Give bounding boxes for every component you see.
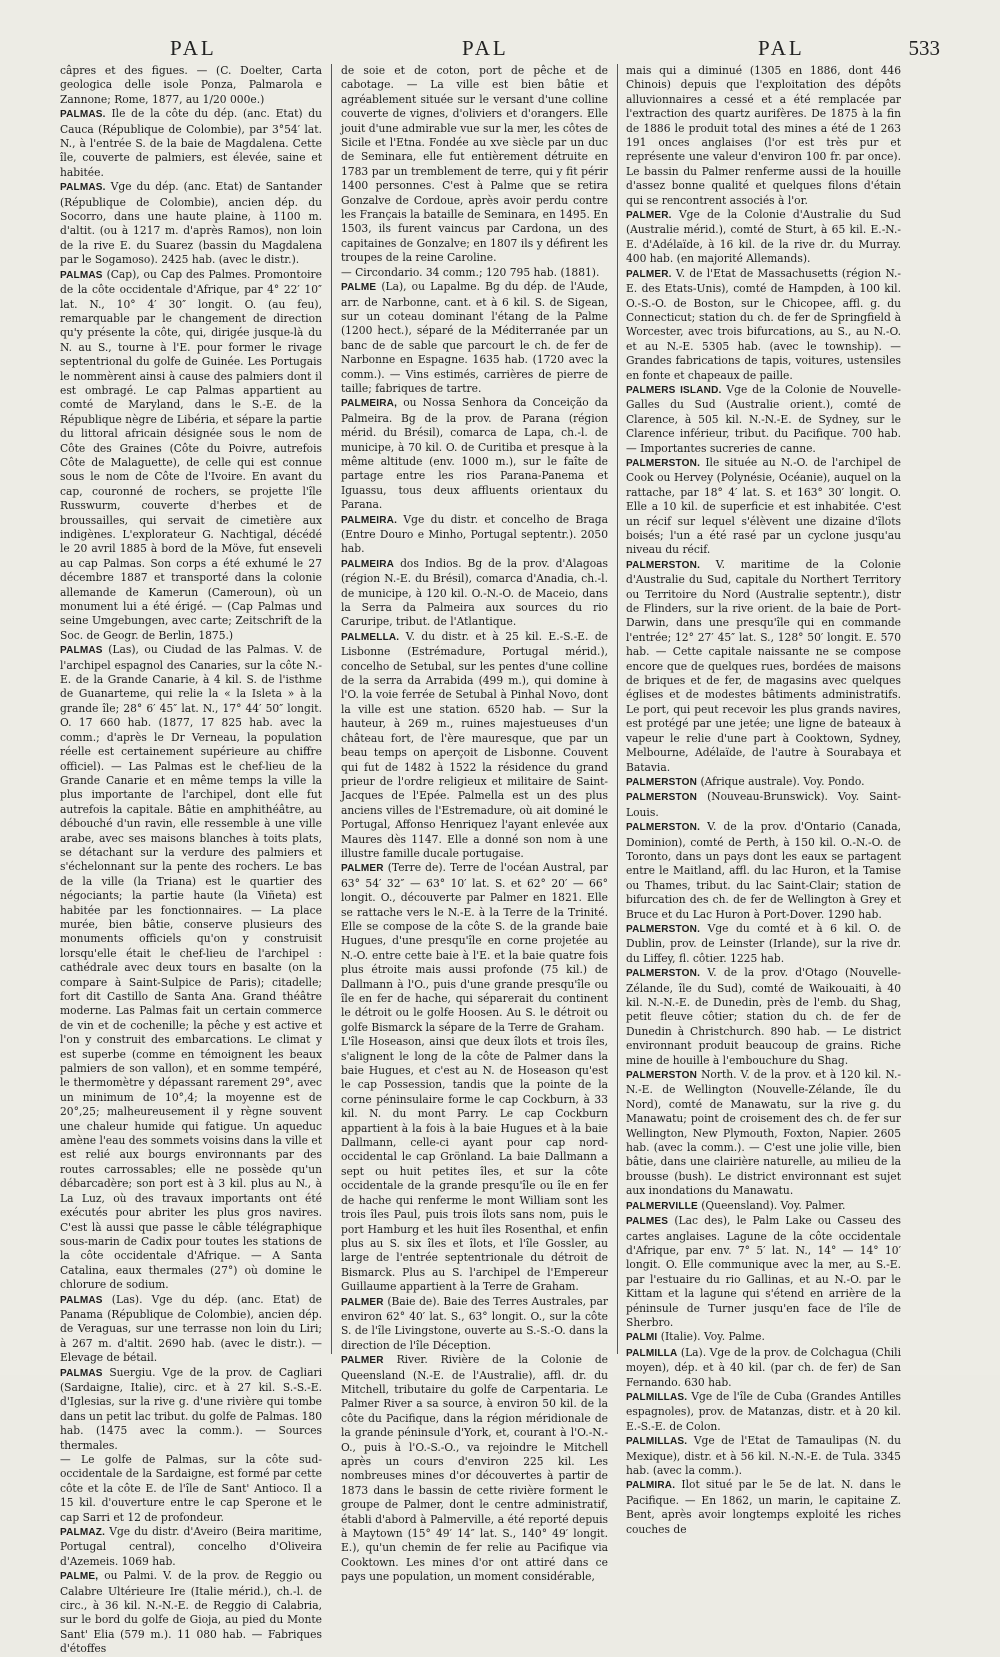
dictionary-entry <box>626 383 901 456</box>
entry-text: (Nouveau-Brunswick). Voy. Saint-Louis. <box>626 790 901 819</box>
dictionary-entry <box>626 1199 901 1214</box>
text-column-2 <box>341 64 608 1584</box>
entry-text: (Queensland). Voy. Palmer. <box>701 1198 846 1212</box>
entry-headword: PALMERSTON. <box>626 559 701 571</box>
column-divider <box>331 64 332 1354</box>
entry-text: V. de l'Etat de Massachusetts (région N.-E. des Etats-Unis), comté de Hampden, à 100 kil. O.-S.-O. de Boston, sur le Chicopee, affl. g. du Connecticut; station du ch. de fer de Springfield à Worcester, avec trois bifurcations, au S., au N.-O. et au N.-E. 5305 hab. (avec le township). — Grandes fabrications de tapis, voitures, ustensiles en fonte et chapeaux de paille. <box>626 266 901 382</box>
entry-text: North. V. de la prov. et à 120 kil. N.-N.-E. de Wellington (Nouvelle-Zélande, île du Nord), comté de Manawatu, sur la rive g. du Manawatu; point de croisement des ch. de fer sur Wellington, New Plymouth, Foxton, Napier. 2605 hab. (avec la comm.). — C'est une jolie ville, bien bâtie, dans une clairière naturelle, au milieu de la brousse (bush). Le district environnant est sujet aux inondations du Manawatu. <box>626 1068 901 1198</box>
entry-headword: PALMER <box>341 1296 384 1308</box>
entry-headword: PALME, <box>60 1571 99 1583</box>
entry-headword: PALME <box>341 282 377 294</box>
entry-headword: PALMERSTON. <box>626 968 701 980</box>
entry-text: (La), ou Lapalme. Bg du dép. de l'Aude, arr. de Narbonne, cant. et à 6 kil. S. de Sigean, sur un coteau dominant l'étang de la Palme (1200 hect.), séparé de la Méditerranée par un banc de de sable que parcourt le ch. de fer de Narbonne en Espagne. 1635 hab. (1720 avec la comm.). — Vins estimés, carrières de pierre de taille; fabriques de tartre. <box>341 280 608 395</box>
entry-text: ou Palmi. V. de la prov. de Reggio ou Calabre Ultérieure Ire (Italie mérid.), ch.-l. de circ., à 36 kil. N.-N.-E. de Reggio di Calabria, sur le bord du golfe de Gioja, au pied du Monte Sant' Elia (579 m.). 11 080 hab. — Fabriques d'étoffes <box>60 1569 322 1656</box>
dictionary-entry <box>60 180 322 267</box>
dictionary-entry <box>626 208 901 267</box>
entry-text: — Le golfe de Palmas, sur la côte sud-occidentale de la Sardaigne, est formé par cette côte et la côte E. de l'île de Sant' Antioco. Il a 15 kil. d'ouverture entre le cap Sperone et le cap Sarri et 12 de profondeur. <box>60 1453 322 1524</box>
entry-text: (Las). Vge du dép. (anc. Etat) de Panama (République de Colombie), ancien dép. de Veraguas, sur une terrasse non loin du Liri; à 267 m. d'altit. 2690 hab. (avec le distr.). — Elevage de bétail. <box>60 1292 322 1365</box>
entry-headword: PALMER <box>341 1355 384 1367</box>
entry-headword: PALMAS <box>60 645 103 657</box>
dictionary-entry <box>341 280 608 396</box>
dictionary-entry <box>60 64 322 107</box>
dictionary-entry <box>60 1525 322 1569</box>
entry-headword: PALMER. <box>626 268 672 280</box>
entry-text: L'île Hoseason, ainsi que deux îlots et trois îles, s'alignent le long de la côte de Palmer dans la baie Hugues, et c'est au N. de Hoseason qu'est le cap Possession, tandis que la pointe de la corne péninsulaire forme le cap Cockburn, à 33 kil. N. du mont Parry. Le cap Cockburn appartient à la fois à la baie Hugues et à la baie Dallmann, celle-ci ayant pour cap nord-occidental le cap Grönland. La baie Dallmann a sept ou huit petites îles, et sur la côte occidentale de la grande presqu'île ou île en fer de hache qui renferme le mont William sont les trois îles Paul, puis trois îlots sans nom, puis le port Hamburg et les huit îles Rosenthal, et enfin plus au S. six îles et îlots, et l'île Gossler, au large de l'entrée septentrionale du détroit de Bismarck. Plus au S. l'archipel de l'Empereur Guillaume appartient à la Terre de Graham. <box>341 1035 608 1294</box>
dictionary-entry <box>341 1035 608 1294</box>
running-header-right: PAL <box>758 36 805 60</box>
entry-headword: PALMERSTON. <box>626 457 701 469</box>
entry-text: V. de la prov. d'Ontario (Canada, Dominion), comté de Perth, à 150 kil. O.-N.-O. de Toronto, dans un pays dont les eaux se partagent entre le Maitland, affl. du lac Huron, et la Tamise ou Thames, tribut. du lac Saint-Clair; station de bifurcation des ch. de fer de Wellington à Grey et Bruce et du Lac Huron à Port-Dover. 1290 hab. <box>626 820 901 921</box>
dictionary-entry <box>341 1295 608 1354</box>
entry-text: Ile de la côte du dép. (anc. Etat) du Cauca (République de Colombie), par 3°54′ lat. N., à l'entrée S. de la baie de Magdalena. Cette île, couverte de palmiers, est élevée, saine et habitée. <box>60 107 323 179</box>
entry-text: V. du distr. et à 25 kil. E.-S.-E. de Lisbonne (Estrémadure, Portugal mérid.), concelho de Setubal, sur les pentes d'une colline de la serra da Arrabida (499 m.), qui domine à l'O. la voie ferrée de Setubal à Pinhal Novo, dont la ville est une station. 6520 hab. — Sur la hauteur, à 269 m., ruines majestueuses d'un château fort, de l'ère mauresque, que par un beau temps on aperçoit de Lisbonne. Couvent qui fut de 1482 à 1522 la résidence du grand prieur de l'ordre religieux et militaire de Saint-Jacques de l'Epée. Palmella est un des plus anciens villes de l'Estremadure, où ait dominé le Portugal, Affonso Henriquez l'ayant enlevée aux Maures dès 1147. Elle a donné son nom à une illustre famille ducale portugaise. <box>341 629 608 860</box>
entry-headword: PALMERVILLE <box>626 1200 698 1212</box>
dictionary-entry <box>626 790 901 820</box>
entry-text: Vge de l'Etat de Tamaulipas (N. du Mexique), distr. et à 56 kil. N.-N.-E. de Tula. 3345 hab. (avec la comm.). <box>626 1434 901 1477</box>
entry-headword: PALMERSTON <box>626 776 698 788</box>
entry-text: (Afrique australe). Voy. Pondo. <box>700 774 865 788</box>
entry-headword: PALMER. <box>626 210 672 222</box>
entry-headword: PALMAS <box>60 1294 103 1306</box>
dictionary-entry <box>626 456 901 558</box>
dictionary-entry <box>626 775 901 790</box>
entry-headword: PALMILLAS. <box>626 1391 688 1403</box>
entry-text: Suergiu. Vge de la prov. de Cagliari (Sardaigne, Italie), circ. et à 27 kil. S.-S.-E. d'Iglesias, sur la rive g. d'une rivière qui tombe dans un petit lac tribut. du golfe de Palmas. 180 hab. (1475 avec la comm.). — Sources thermales. <box>60 1365 322 1452</box>
entry-text: (Lac des), le Palm Lake ou Casseu des cartes anglaises. Lagune de la côte occidentale d'Afrique, par env. 7° 5′ lat. N., 14° — 14° 10′ longit. O. Elle communique avec la mer, au S.-E. par l'estuaire du rio Gallinas, et au N.-O. par le Kittam et la lagune qui s'étend en arrière de la péninsule de Turner jusqu'en face de l'île de Sherbro. <box>626 1214 901 1329</box>
dictionary-entry <box>341 396 608 512</box>
dictionary-entry <box>626 558 901 775</box>
dictionary-entry <box>60 1366 322 1453</box>
entry-headword: PALMAS <box>60 1367 103 1379</box>
entry-headword: PALMILLA <box>626 1347 678 1359</box>
text-column-3 <box>626 64 901 1536</box>
dictionary-entry <box>626 820 901 922</box>
entry-headword: PALMEIRA. <box>341 514 398 526</box>
entry-text: (La). Vge de la prov. de Colchagua (Chili moyen), dép. et à 40 kil. (par ch. de fer) de San Fernando. 630 hab. <box>626 1345 901 1389</box>
entry-text: Vge du dép. (anc. Etat) de Santander (République de Colombie), ancien dép. du Socorro, dans une haute plaine, à 1100 m. d'altit. (ou à 1217 m. d'après Ramos), non loin de la rive E. du Suarez (bassin du Magdalena par le Sogamoso). 2425 hab. (avec le distr.). <box>60 180 322 267</box>
entry-headword: PALMAS. <box>60 109 106 121</box>
entry-headword: PALMAZ. <box>60 1527 106 1539</box>
entry-headword: PALMERS ISLAND. <box>626 384 722 396</box>
dictionary-entry <box>60 1293 322 1366</box>
entry-text: câpres et des figues. — (C. Doelter, Carta geologica delle isole Ponza, Palmarola e Zannone; Rome, 1877, au 1/20 000e.) <box>60 64 322 106</box>
entry-headword: PALMAS. <box>60 182 106 194</box>
column-divider <box>617 64 618 1354</box>
dictionary-entry <box>341 266 608 280</box>
page-number: 533 <box>908 36 940 60</box>
entry-headword: PALMERSTON. <box>626 822 701 834</box>
entry-text: V. maritime de la Colonie d'Australie du Sud, capitale du Northert Territory ou Territoire du Nord (Australie septentr.), distr de Flinders, sur la rive orient. de la baie de Port-Darwin, dans une presqu'île qui en commande l'entrée; 12° 27′ 45″ lat. S., 128° 50′ longit. E. 570 hab. — Cette capitale naissante ne se compose encore que de quelques rues, bordées de maisons de briques et de fer, de magasins avec quelques églises et de modestes bâtiments administratifs. Le port, qui peut recevoir les plus grands navires, est protégé par une jetée; une ligne de bateaux à vapeur le relie d'une part à Cooktown, Sydney, Melbourne, Adélaïde, de l'autre à Sourabaya et Batavia. <box>626 557 901 774</box>
dictionary-entry <box>626 1214 901 1330</box>
entry-text: Vge de la Colonie d'Australie du Sud (Australie mérid.), comté de Sturt, à 65 kil. E.-N.-E. d'Adélaïde, à 16 kil. de la rive dr. du Murray. 400 hab. (en majorité Allemands). <box>626 208 901 266</box>
entry-text: (Las), ou Ciudad de las Palmas. V. de l'archipel espagnol des Canaries, sur la côte N.-E. de la Grande Canarie, à 4 kil. S. de l'isthme de Guanarteme, qui relie la « la Isleta » à la grande île; 28° 6′ 45″ lat. N., 17° 44′ 50″ longit. O. 17 660 hab. (1877, 17 825 hab. avec la comm.; d'après le Dr Verneau, la population réelle est certainement supérieure au chiffre officiel). — Las Palmas est le chef-lieu de la Grande Canarie et en même temps la ville la plus importante de l'archipel, dont elle fut autrefois la capitale. Bâtie en amphithéâtre, au débouché d'un ravin, elle ressemble à une ville arabe, avec ses maisons blanches à toits plats, se détachant sur la verdure des palmiers et s'échelonnant sur la pente des rochers. Le bas de la ville (la Triana) est le quartier des négociants; la partie haute (la Viñeta) est habitée par les fonctionnaires. — La place murée, bien bâtie, conserve plusieurs des monuments officiels qu'on y construisit lorsqu'elle était le chef-lieu de l'archipel : cathédrale avec deux tours en basalte (on la compare à Saint-Sulpice de Paris); citadelle; fort dit Castillo de Santa Ana. Grand théâtre moderne. Las Palmas fait un certain commerce de vin et de cochenille; la pêche y est active et l'on y construit des embarcations. Le climat y est superbe (comme en témoignent les beaux palmiers de son vallon), et en somme tempéré, le thermomètre y dépassant rarement 29°, avec un minimum de 10°,4; la moyenne est de 20°,25; malheureusement il y règne souvent une chaleur humide qui fatigue. Un aqueduc amène l'eau des sommets voisins dans la ville et est relié aux bourgs environnants par des routes carrossables; elle ne possède qu'un débarcadère; son port est à 3 kil. plus au N., à La Luz, où des travaux importants ont été exécutés pour abriter les plus gros navires. C'est là aussi que passe le câble télégraphique sous-marin de Cadix pour toutes les stations de la côte occidentale d'Afrique. — A Santa Catalina, eaux thermales (27°) où domine le chlorure de sodium. <box>60 643 323 1292</box>
entry-text: ou Nossa Senhora da Conceição da Palmeira. Bg de la prov. de Parana (région mérid. du Brésil), comarca de Lapa, ch.-l. de municipe, à 70 kil. O. de Curitiba et presque à la même altitude (env. 1000 m.), sur le faîte de partage entre les rios Parana-Panema et Iguassu, tous deux affluents orientaux du Parana. <box>341 396 608 512</box>
entry-text: — Circondario. 34 comm.; 120 795 hab. (1881). <box>341 265 600 279</box>
entry-headword: PALMEIRA <box>341 558 395 570</box>
entry-headword: PALMES <box>626 1216 669 1228</box>
entry-headword: PALMELLA. <box>341 631 400 643</box>
entry-headword: PALMIRA. <box>626 1480 676 1492</box>
entry-text: (Terre de). Terre de l'océan Austral, par 63° 54′ 32″ — 63° 10′ lat. S. et 62° 20′ — 66° longit. O., découverte par Palmer en 1821. Elle se rattache vers le N.-E. à la Terre de la Trinité. Elle se compose de la côte S. de la grande baie Hugues, d'une presqu'île en corne projetée au N.-O. entre cette baie à l'E. et la baie quatre fois plus étroite mais aussi profonde (75 kil.) de Dallmann à l'O., puis d'une grande presqu'île ou île en fer de hache, qui séparerait du continent le détroit ou le golfe Hoosen. Au S. le détroit ou golfe Bismarck la sépare de la Terre de Graham. <box>341 861 608 1034</box>
dictionary-entry <box>626 1390 901 1434</box>
dictionary-entry <box>626 64 901 208</box>
dictionary-entry <box>626 922 901 966</box>
entry-text: de soie et de coton, port de pêche et de cabotage. — La ville est bien bâtie et agréablement située sur le versant d'une colline couverte de vignes, d'oliviers et d'orangers. Elle jouit d'une admirable vue sur la mer, les côtes de Sicile et l'Etna. Fondée au xve siècle par un duc de Seminara, elle fut entièrement détruite en 1783 par un tremblement de terre, qui y fit périr 1400 personnes. C'est à Palme que se retira Gonzalve de Cordoue, après avoir perdu contre les Français la bataille de Seminara, en 1495. En 1503, ils furent vaincus par Cardona, un des capitaines de Gonzalve; en 1807 ils y défirent les troupes de la reine Caroline. <box>341 64 608 265</box>
dictionary-entry <box>626 1068 901 1199</box>
entry-text: (Italie). Voy. Palme. <box>660 1330 765 1344</box>
entry-text: Ilot situé par le 5e de lat. N. dans le Pacifique. — En 1862, un marin, le capitaine Z. Bent, après avoir longtemps exploité les riches couches de <box>626 1478 901 1536</box>
dictionary-entry <box>626 267 901 383</box>
dictionary-entry <box>341 630 608 862</box>
running-header-left: PAL <box>170 36 217 60</box>
entry-headword: PALMER <box>341 863 384 875</box>
dictionary-entry <box>626 1330 901 1345</box>
dictionary-entry <box>60 268 322 644</box>
entry-text: Vge de l'île de Cuba (Grandes Antilles espagnoles), prov. de Matanzas, distr. et à 20 kil. E.-S.-E. de Colon. <box>626 1389 901 1433</box>
dictionary-entry <box>626 1346 901 1390</box>
entry-headword: PALMEIRA, <box>341 398 398 410</box>
entry-text: River. Rivière de la Colonie de Queensland (N.-E. de l'Australie), affl. dr. du Mitchell, tributaire du golfe de Carpentaria. Le Palmer River a sa source, à environ 50 kil. de la côte du Pacifique, dans la région méridionale de la grande péninsule d'York, et, courant à l'O.-N.-O., puis à l'O.-S.-O., va rejoindre le Mitchell après un cours d'environ 225 kil. Les nombreuses mines d'or découvertes à partir de 1873 dans le bassin de cette rivière forment le groupe de Palmer, dont le centre administratif, établi d'abord à Palmerville, a été reporté depuis à Maytown (15° 49′ 14″ lat. S., 140° 49′ longit. E.), qu'un chemin de fer relie au Pacifique via Cooktown. Les mines d'or ont attiré dans ce pays une population, un moment considérable, <box>341 1353 608 1584</box>
entry-headword: PALMI <box>626 1332 658 1344</box>
entry-headword: PALMERSTON. <box>626 923 701 935</box>
entry-headword: PALMERSTON <box>626 1070 698 1082</box>
text-column-1 <box>60 64 323 1656</box>
dictionary-entry <box>341 64 608 266</box>
entry-text: Ile située au N.-O. de l'archipel de Cook ou Hervey (Polynésie, Océanie), auquel on la rattache, par 18° 4′ lat. S. et 163° 30′ longit. O. Elle a 10 kil. de superficie et est inhabitée. C'est un récif sur lequel s'élèvent une dizaine d'îlots boisés; l'un a été rasé par un cyclone jusqu'au niveau du récif. <box>626 455 901 557</box>
dictionary-entry <box>60 1569 322 1656</box>
entry-text: Vge du distr. d'Aveiro (Beira maritime, Portugal central), concelho d'Oliveira d'Azemeis. 1069 hab. <box>60 1525 323 1568</box>
entry-text: Vge du comté et à 6 kil. O. de Dublin, prov. de Leinster (Irlande), sur la rive dr. du Liffey, fl. côtier. 1225 hab. <box>626 921 901 965</box>
dictionary-entry <box>626 1434 901 1478</box>
dictionary-entry <box>341 513 608 557</box>
entry-text: Vge du distr. et concelho de Braga (Entre Douro e Minho, Portugal septentr.). 2050 hab. <box>341 512 608 556</box>
entry-text: V. de la prov. d'Otago (Nouvelle-Zélande, île du Sud), comté de Waikouaiti, à 40 kil. N.-N.-E. de Dunedin, près de l'emb. du Shag, petit fleuve côtier; station du ch. de fer de Dunedin à Christchurch. 890 hab. — Le district environnant produit beaucoup de grains. Riche mine de houille à l'embouchure du Shag. <box>626 966 901 1067</box>
entry-text: dos Indios. Bg de la prov. d'Alagoas (région N.-E. du Brésil), comarca d'Anadia, ch.-l. de municipe, à 120 kil. O.-N.-O. de Maceio, dans la Serra da Palmeira aux sources du rio Caruripe, tribut. de l'Atlantique. <box>341 556 608 629</box>
dictionary-entry <box>60 107 322 180</box>
entry-headword: PALMAS <box>60 269 103 281</box>
dictionary-entry <box>341 861 608 1035</box>
dictionary-entry <box>60 1453 322 1525</box>
entry-headword: PALMILLAS. <box>626 1436 688 1448</box>
entry-text: mais qui a diminué (1305 en 1886, dont 446 Chinois) depuis que l'exploitation des dépôts alluvionnaires a cessé et a été remplacée par l'extraction des quartz aurifères. De 1875 à la fin de 1886 le produit total des mines a été de 1 263 191 onces anglaises (l'or est très pur et représente une valeur d'environ 100 fr. par once). Le bassin du Palmer renferme aussi de la houille d'assez bonne qualité et quelques filons d'étain qui se rencontrent associés à l'or. <box>626 64 901 207</box>
dictionary-entry <box>341 557 608 630</box>
dictionary-entry <box>341 1353 608 1585</box>
entry-text: (Cap), ou Cap des Palmes. Promontoire de la côte occidentale d'Afrique, par 4° 22′ 10″ lat. N., 10° 4′ 30″ longit. O. (au feu), remarquable par le changement de direction qu'y présente la côte, qui, dirigée jusque-là du N. au S., tourne à l'E. pour former le rivage septentrional du golfe de Guinée. Les Portugais le nommèrent ainsi à cause des palmiers dont il est ombragé. Le cap Palmas appartient au comté de Maryland, dans le S.-E. de la République nègre de Libéria, et sépare la partie du littoral africain désignée sous le nom de Côte des Graines (Côte du Poivre, autrefois Côte de Malaguette), de celle qui est connue sous le nom de Côte de l'Ivoire. En avant du cap, couronné de rochers, se projette l'île Russwurm, couverte d'herbes et de broussailles, qui servait de cimetière aux indigènes. L'explorateur G. Nachtigal, décédé le 20 avril 1885 à bord de la Möve, fut enseveli au cap Palmas. Son corps a été exhumé le 27 décembre 1887 et transporté dans la colonie allemande de Kamerun (Cameroun), où un monument lui a été érigé. — (Cap Palmas und seine Umgebungen, avec carte; Zeitschrift de la Soc. de Geogr. de Berlin, 1875.) <box>60 267 322 642</box>
dictionary-entry <box>60 643 322 1292</box>
running-header-middle: PAL <box>462 36 509 60</box>
entry-headword: PALMERSTON <box>626 792 698 804</box>
dictionary-entry <box>626 966 901 1068</box>
entry-text: Vge de la Colonie de Nouvelle-Galles du Sud (Australie orient.), comté de Clarence, à 505 kil. N.-N.-E. de Sydney, sur le Clarence inférieur, tribut. du Pacifique. 700 hab. — Importantes sucreries de canne. <box>626 382 901 455</box>
dictionary-entry <box>626 1478 901 1537</box>
entry-text: (Baie de). Baie des Terres Australes, par environ 62° 40′ lat. S., 63° longit. O., sur la côte S. de l'île Livingstone, ouverte au S.-S.-O. dans la direction de l'île Déception. <box>341 1294 608 1352</box>
